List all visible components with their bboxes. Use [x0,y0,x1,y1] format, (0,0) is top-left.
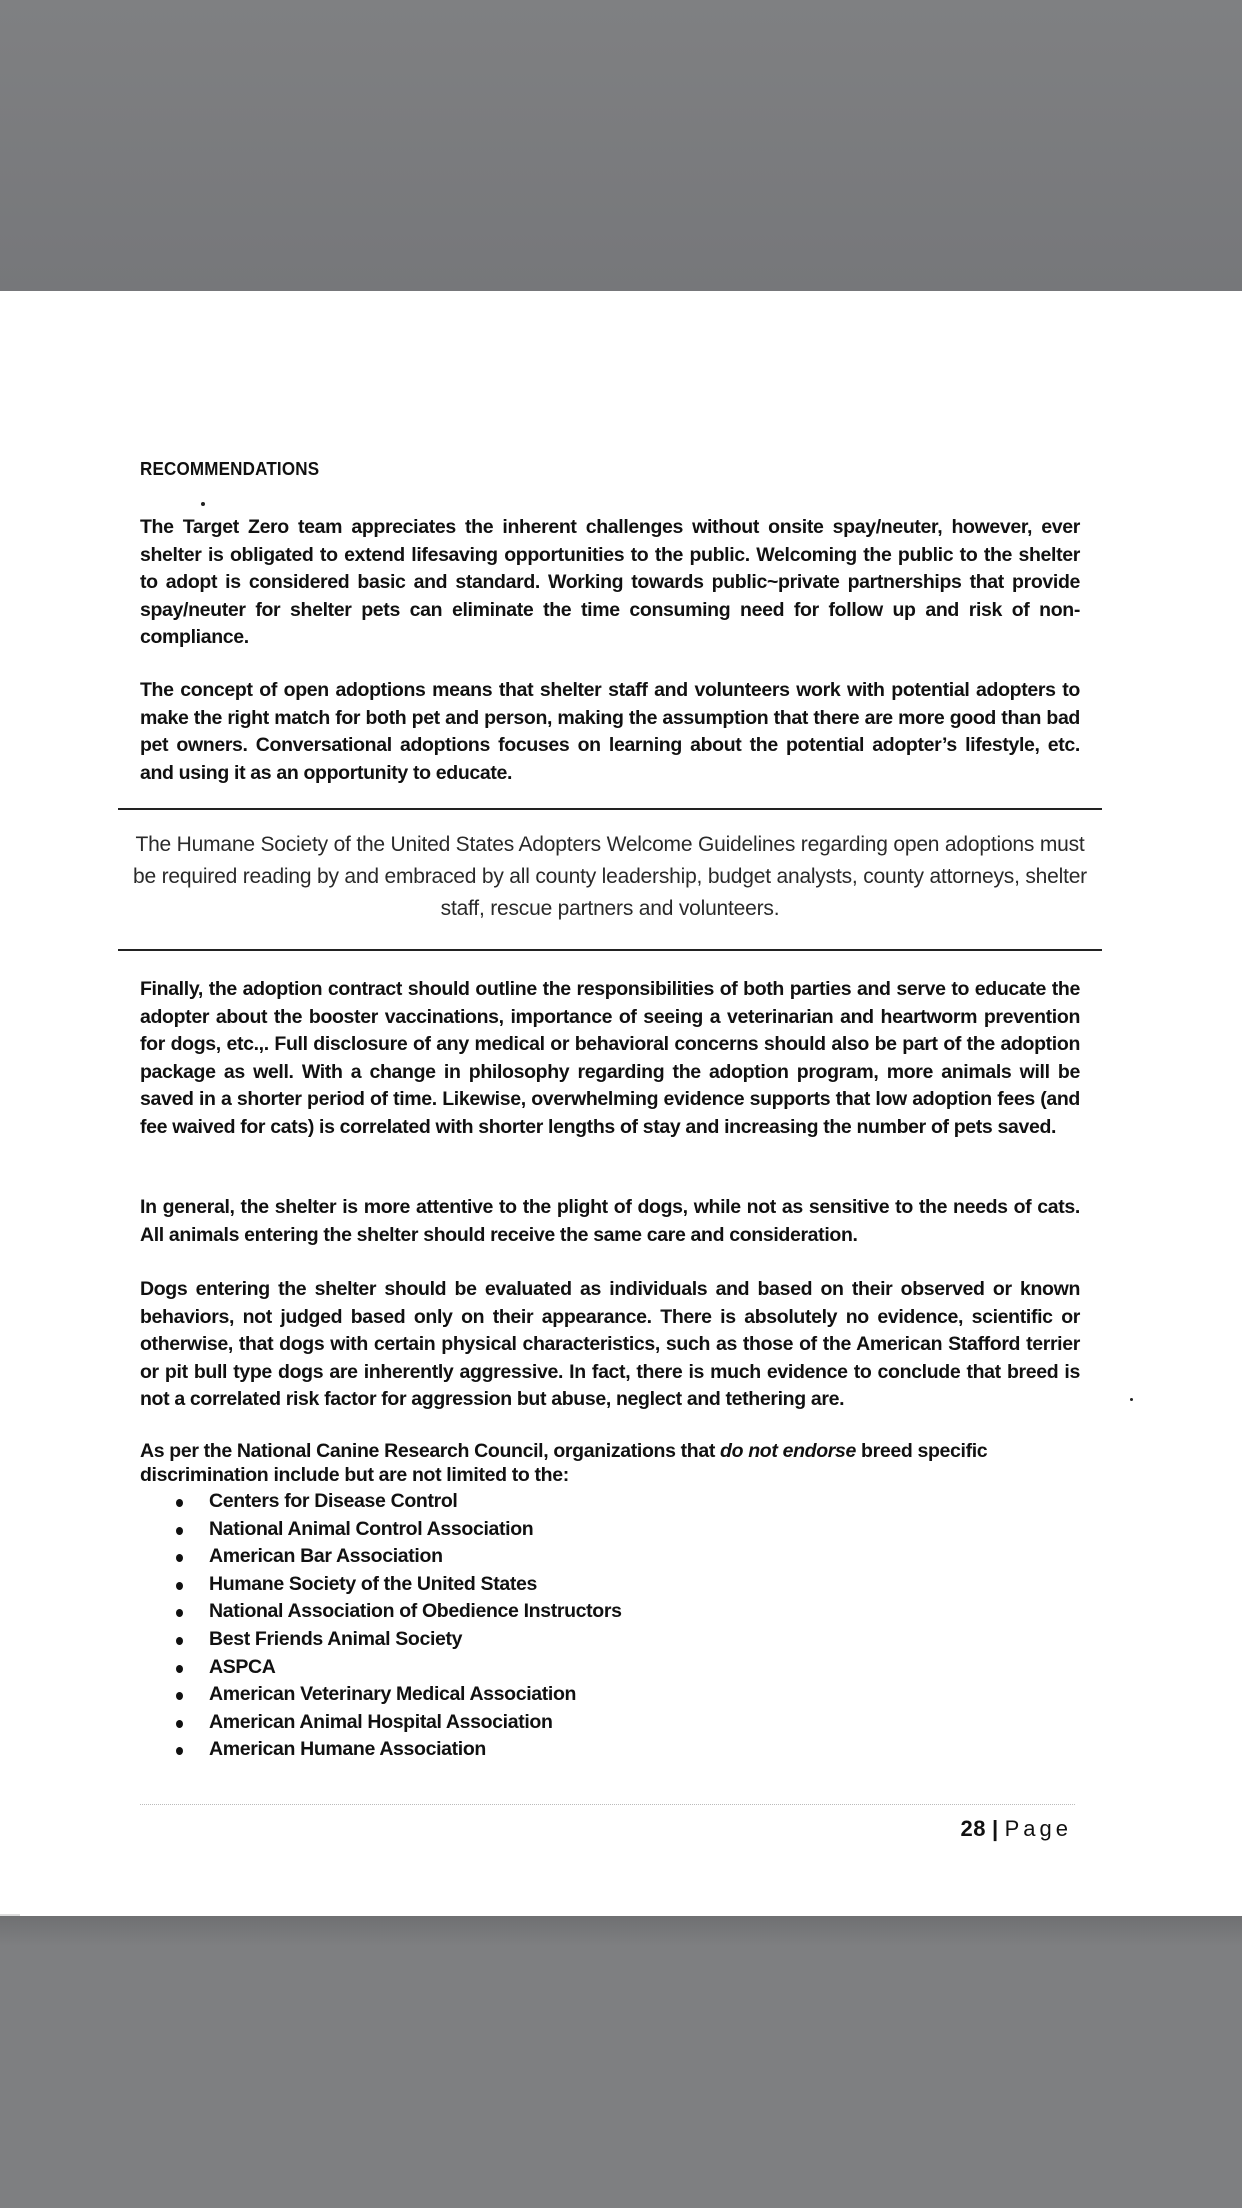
list-item-label: National Animal Control Association [209,1517,534,1540]
list-item [168,1516,622,1544]
list-item [168,1736,622,1764]
list-item-label: American Humane Association [209,1738,486,1761]
footer-divider [140,1804,1075,1806]
list-item [168,1598,622,1626]
list-item-label: Centers for Disease Control [209,1490,458,1512]
page-number-label: Page [1004,1816,1072,1841]
bullet-icon [176,1665,183,1673]
scan-artifact-dot [201,502,205,506]
list-item [168,1654,622,1682]
list-item-label: American Bar Association [209,1545,443,1568]
scan-artifact-dot [1130,1398,1133,1401]
callout-rule-bottom [118,949,1102,951]
paragraph-open-adoptions: The concept of open adoptions means that shelter staff and volunteers work with potential adopters to make the right match for both pet and person, making the assumption that there are more good than bad pet owners. Conversational adoptions focuses on learning about the potential adopter’s lifestyle, etc. and using it as an opportunity to educate. [140,679,1080,784]
list-item [168,1488,622,1516]
page-number-separator: | [991,1816,999,1841]
bullet-icon [176,1720,183,1728]
intro-text-before: As per the National Canine Research Council, organizations that [140,1440,721,1462]
page-number [960,1816,1072,1842]
document-page [0,291,1242,1916]
paragraph-adoption-contract: Finally, the adoption contract should outline the responsibilities of both parties and serve to educate the adopter about the booster vaccinations, importance of seeing a veterinarian and heartworm prevention for dogs, etc.,. Full disclosure of any medical or behavioral concerns should also be part of the adoption package as well. With a change in philosophy regarding the adoption program, more animals will be saved in a shorter period of time. Likewise, overwhelming evidence supports that low adoption fees (and fee waived for cats) is correlated with shorter lengths of stay and increasing the number of pets saved. [140,978,1080,1138]
section-heading: RECOMMENDATIONS [140,458,320,479]
callout-rule-top [118,808,1102,810]
organization-list [168,1488,622,1764]
intro-emphasis: do not endorse [720,1440,856,1462]
paragraph-dogs-vs-cats: In general, the shelter is more attentive to the plight of dogs, while not as sensitive to the needs of cats. All animals entering the shelter should receive the same care and consideration. [140,1196,1080,1246]
list-item [168,1543,622,1571]
bullet-icon [176,1747,183,1755]
paragraph-breed-evaluation: Dogs entering the shelter should be evaluated as individuals and based on their observed or known behaviors, not judged based only on their appearance. There is absolutely no evidence, scientific or otherwise, that dogs with certain physical characteristics, such as those of the American Stafford terrier or pit bull type dogs are inherently aggressive. In fact, there is much evidence to conclude that breed is not a correlated risk factor for aggression but abuse, neglect and tethering are. [140,1278,1080,1410]
viewer-background-top [0,0,1242,291]
list-item-label: American Animal Hospital Association [209,1710,553,1733]
list-item-label: ASPCA [209,1655,276,1678]
bullet-icon [176,1554,183,1562]
list-item-label: Humane Society of the United States [209,1572,537,1595]
page-number-value: 28 [960,1816,986,1841]
list-item [168,1681,622,1709]
list-item-label: Best Friends Animal Society [209,1627,463,1650]
viewer-background-bottom [0,1916,1242,2208]
bullet-icon [176,1637,183,1645]
list-item-label: American Veterinary Medical Association [209,1683,577,1706]
bullet-icon [176,1609,183,1617]
bullet-icon [176,1527,183,1535]
bullet-icon [176,1582,183,1590]
list-item [168,1626,622,1654]
list-item [168,1709,622,1737]
list-item-label: National Association of Obedience Instructors [209,1600,622,1623]
paragraph-spay-neuter: The Target Zero team appreciates the inherent challenges without onsite spay/neuter, however, ever shelter is obligated to extend lifesaving opportunities to the public. Welcoming the public to the shelter to adopt is considered basic and standard. Working towards public~private partnerships that provide spay/neuter for shelter pets can eliminate the time consuming need for follow up and risk of non-compliance. [140,516,1080,648]
paragraph-ncrc-intro [140,1439,1080,1487]
callout-guidelines: The Humane Society of the United States Adopters Welcome Guidelines regarding open adoptions must be required reading by and embraced by all county leadership, budget analysts, county attorneys, shelter staff, rescue partners and volunteers. [133,833,1087,920]
intro-text-after: breed specific discrimination include but are not limited to the: [140,1440,988,1486]
bullet-icon [176,1692,183,1700]
list-item [168,1571,622,1599]
bullet-icon [176,1499,183,1507]
